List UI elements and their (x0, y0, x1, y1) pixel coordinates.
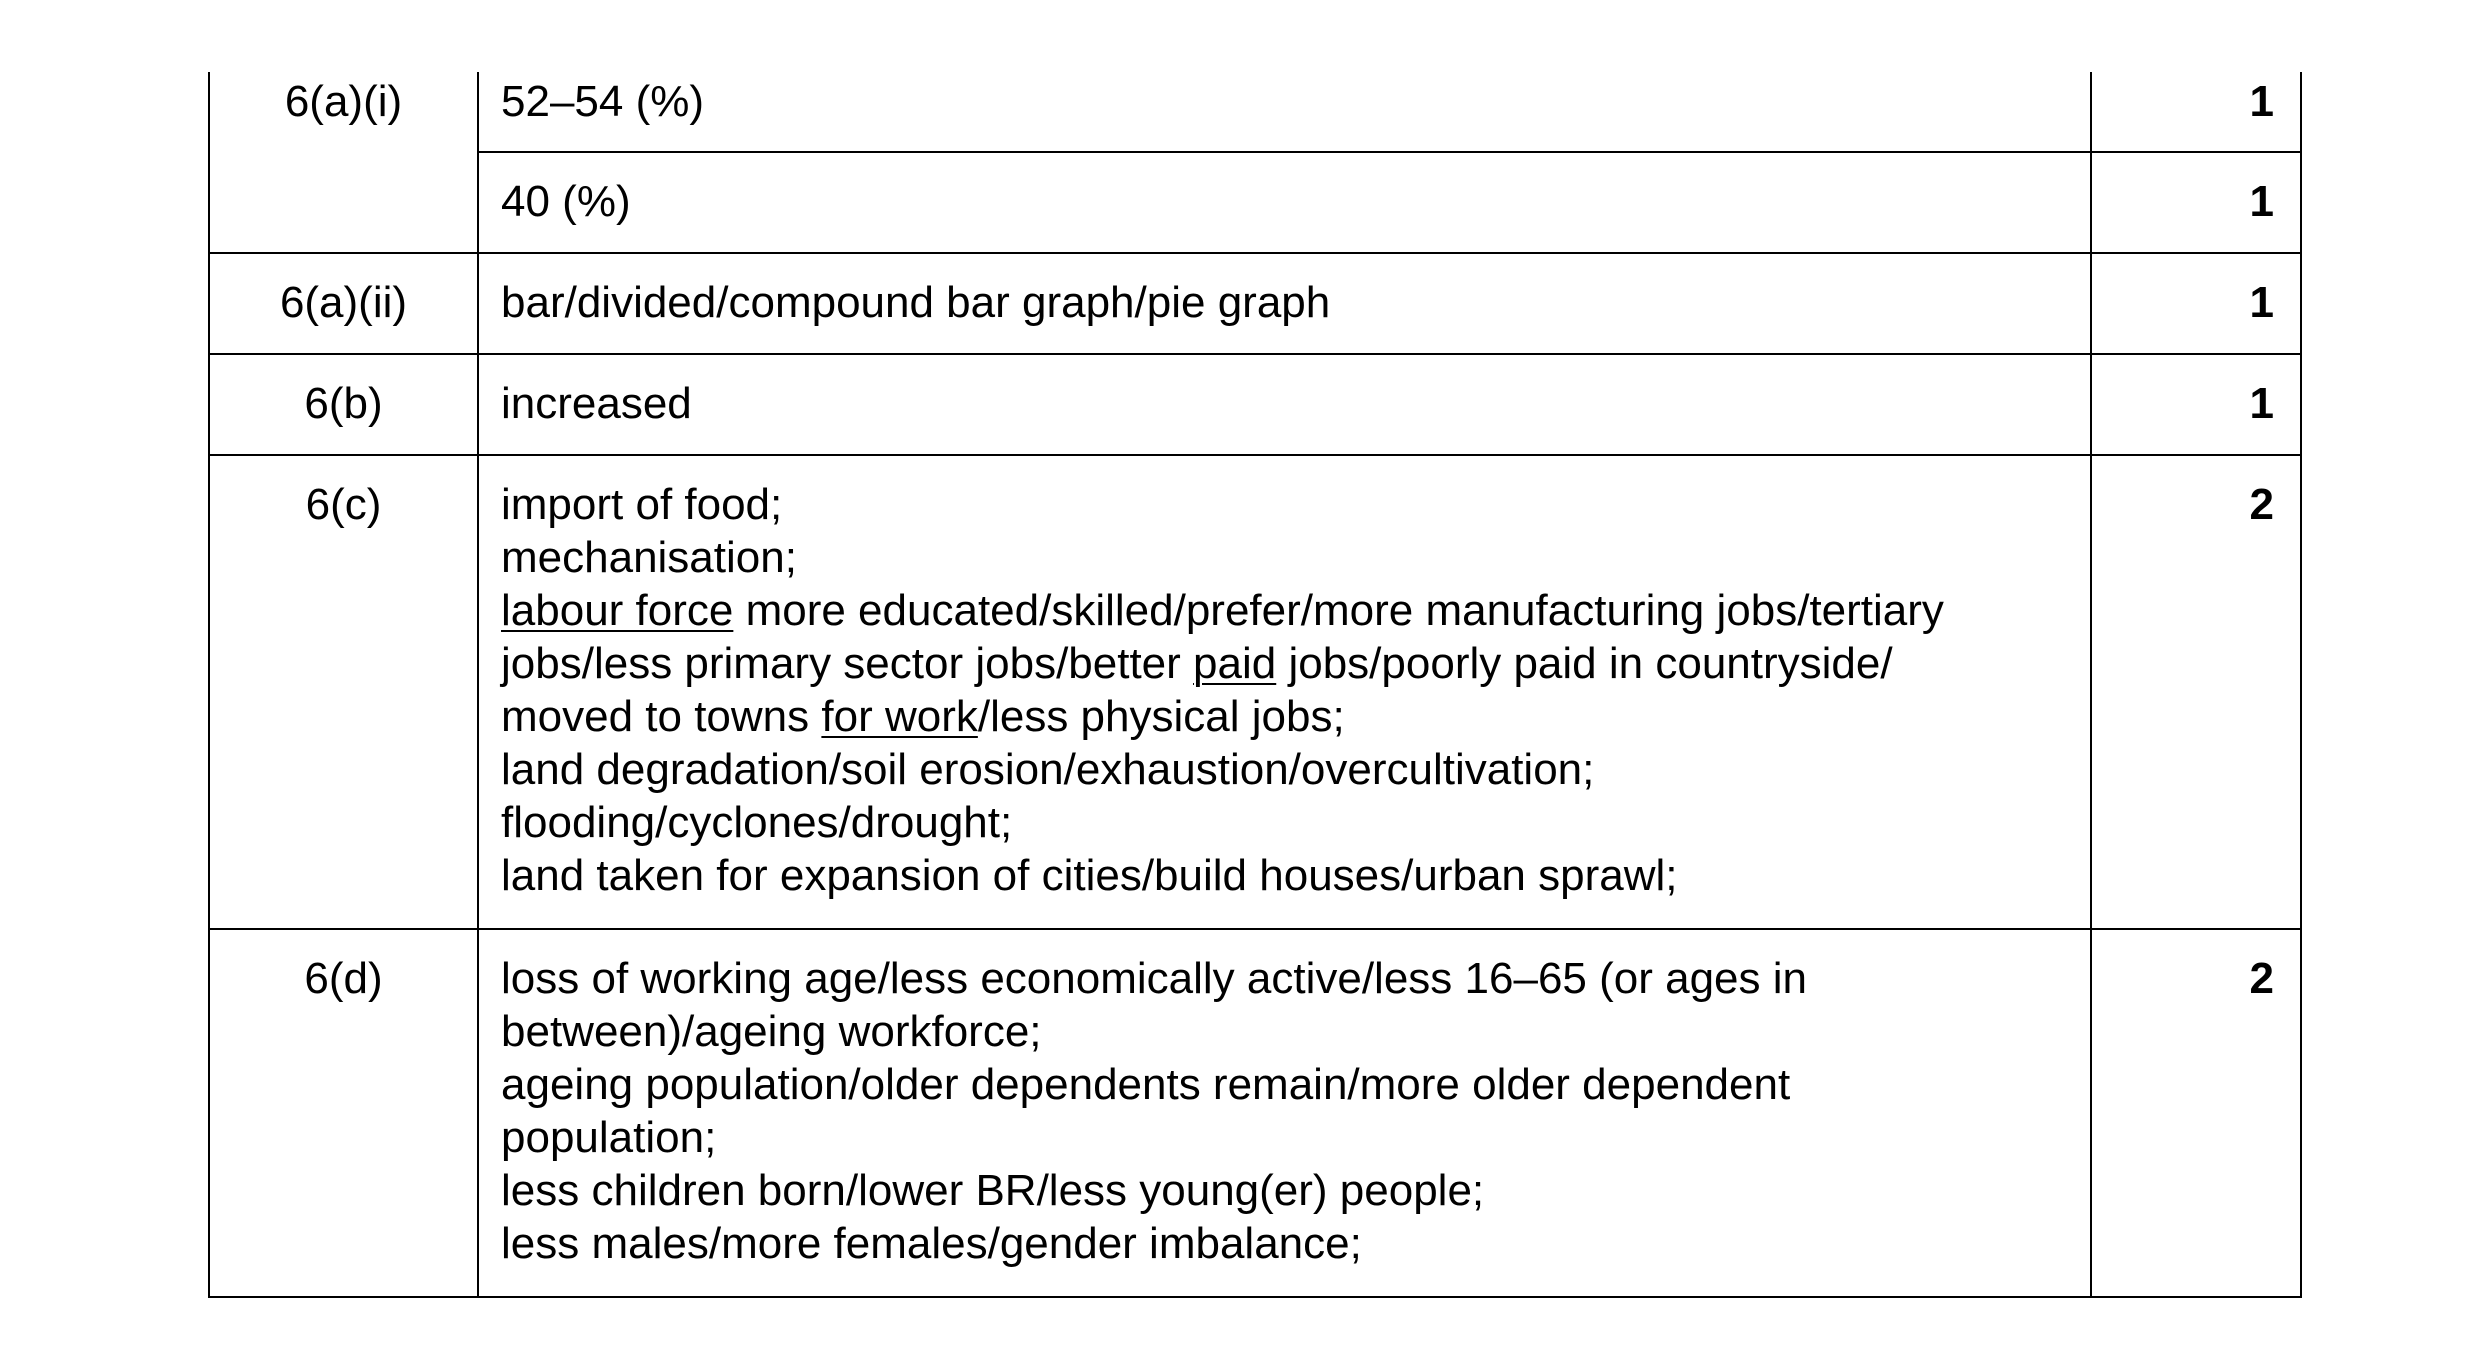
question-label: 6(a)(ii) (279, 278, 408, 327)
answer-line: loss of working age/less economically active/less 16–65 (or ages in (501, 954, 1807, 1003)
answer-line: mechanisation; (501, 533, 797, 582)
marks-value: 1 (2249, 278, 2274, 327)
answer-fragment: jobs/poorly paid in countryside/ (1276, 639, 1893, 688)
marks-cell (2091, 455, 2301, 929)
marks-value: 2 (2249, 954, 2274, 1003)
answer-cell (478, 354, 2091, 455)
answer-line: 52–54 (%) (501, 77, 705, 126)
answer-line: flooding/cyclones/drought; (501, 798, 1013, 847)
answer-line: ageing population/older dependents remain/more older dependent (501, 1060, 1791, 1109)
marks-value: 1 (2249, 379, 2274, 428)
question-number (209, 929, 478, 1297)
answer-line: import of food; (501, 480, 783, 529)
answer-line: land degradation/soil erosion/exhaustion/overcultivation; (501, 745, 1595, 794)
marks-cell (2091, 152, 2301, 253)
question-label: 6(b) (304, 379, 383, 428)
answer-line (501, 690, 2068, 743)
answer-line (501, 584, 2068, 637)
answer-line (501, 637, 2068, 690)
question-label: 6(a)(i) (284, 77, 403, 126)
answer-line: population; (501, 1113, 717, 1162)
table-row (209, 72, 2301, 152)
answer-fragment: more educated/skilled/prefer/more manufacturing jobs/tertiary (733, 586, 1944, 635)
question-label: 6(c) (305, 480, 382, 529)
marks-value: 1 (2249, 177, 2274, 226)
answer-cell (478, 253, 2091, 354)
underlined-term: paid (1193, 639, 1277, 688)
table-row (209, 152, 2301, 253)
underlined-term: for work (821, 692, 978, 741)
underlined-term: labour force (501, 586, 734, 635)
marks-cell (2091, 354, 2301, 455)
answer-fragment: jobs/less primary sector jobs/better (501, 639, 1194, 688)
marks-cell (2091, 72, 2301, 152)
answer-fragment: /less physical jobs; (977, 692, 1345, 741)
answer-cell (478, 72, 2091, 152)
marks-value: 1 (2249, 77, 2274, 126)
answer-line: 40 (%) (501, 177, 631, 226)
marks-cell (2091, 929, 2301, 1297)
answer-line: between)/ageing workforce; (501, 1007, 1042, 1056)
answer-cell (478, 152, 2091, 253)
table-row (209, 455, 2301, 929)
question-number (209, 354, 478, 455)
answer-line: bar/divided/compound bar graph/pie graph (501, 278, 1331, 327)
answer-fragment: moved to towns (501, 692, 822, 741)
answer-cell (478, 929, 2091, 1297)
answer-line: increased (501, 379, 692, 428)
answer-line: less children born/lower BR/less young(er) people; (501, 1166, 1485, 1215)
answer-line: land taken for expansion of cities/build houses/urban sprawl; (501, 851, 1678, 900)
question-number (209, 72, 478, 253)
question-number (209, 253, 478, 354)
table-row (209, 354, 2301, 455)
answer-line: less males/more females/gender imbalance; (501, 1219, 1362, 1268)
marks-value: 2 (2249, 480, 2274, 529)
marks-cell (2091, 253, 2301, 354)
question-label: 6(d) (304, 954, 383, 1003)
mark-scheme-table (208, 72, 2302, 1298)
question-number (209, 455, 478, 929)
table-row (209, 253, 2301, 354)
table-row (209, 929, 2301, 1297)
answer-cell (478, 455, 2091, 929)
